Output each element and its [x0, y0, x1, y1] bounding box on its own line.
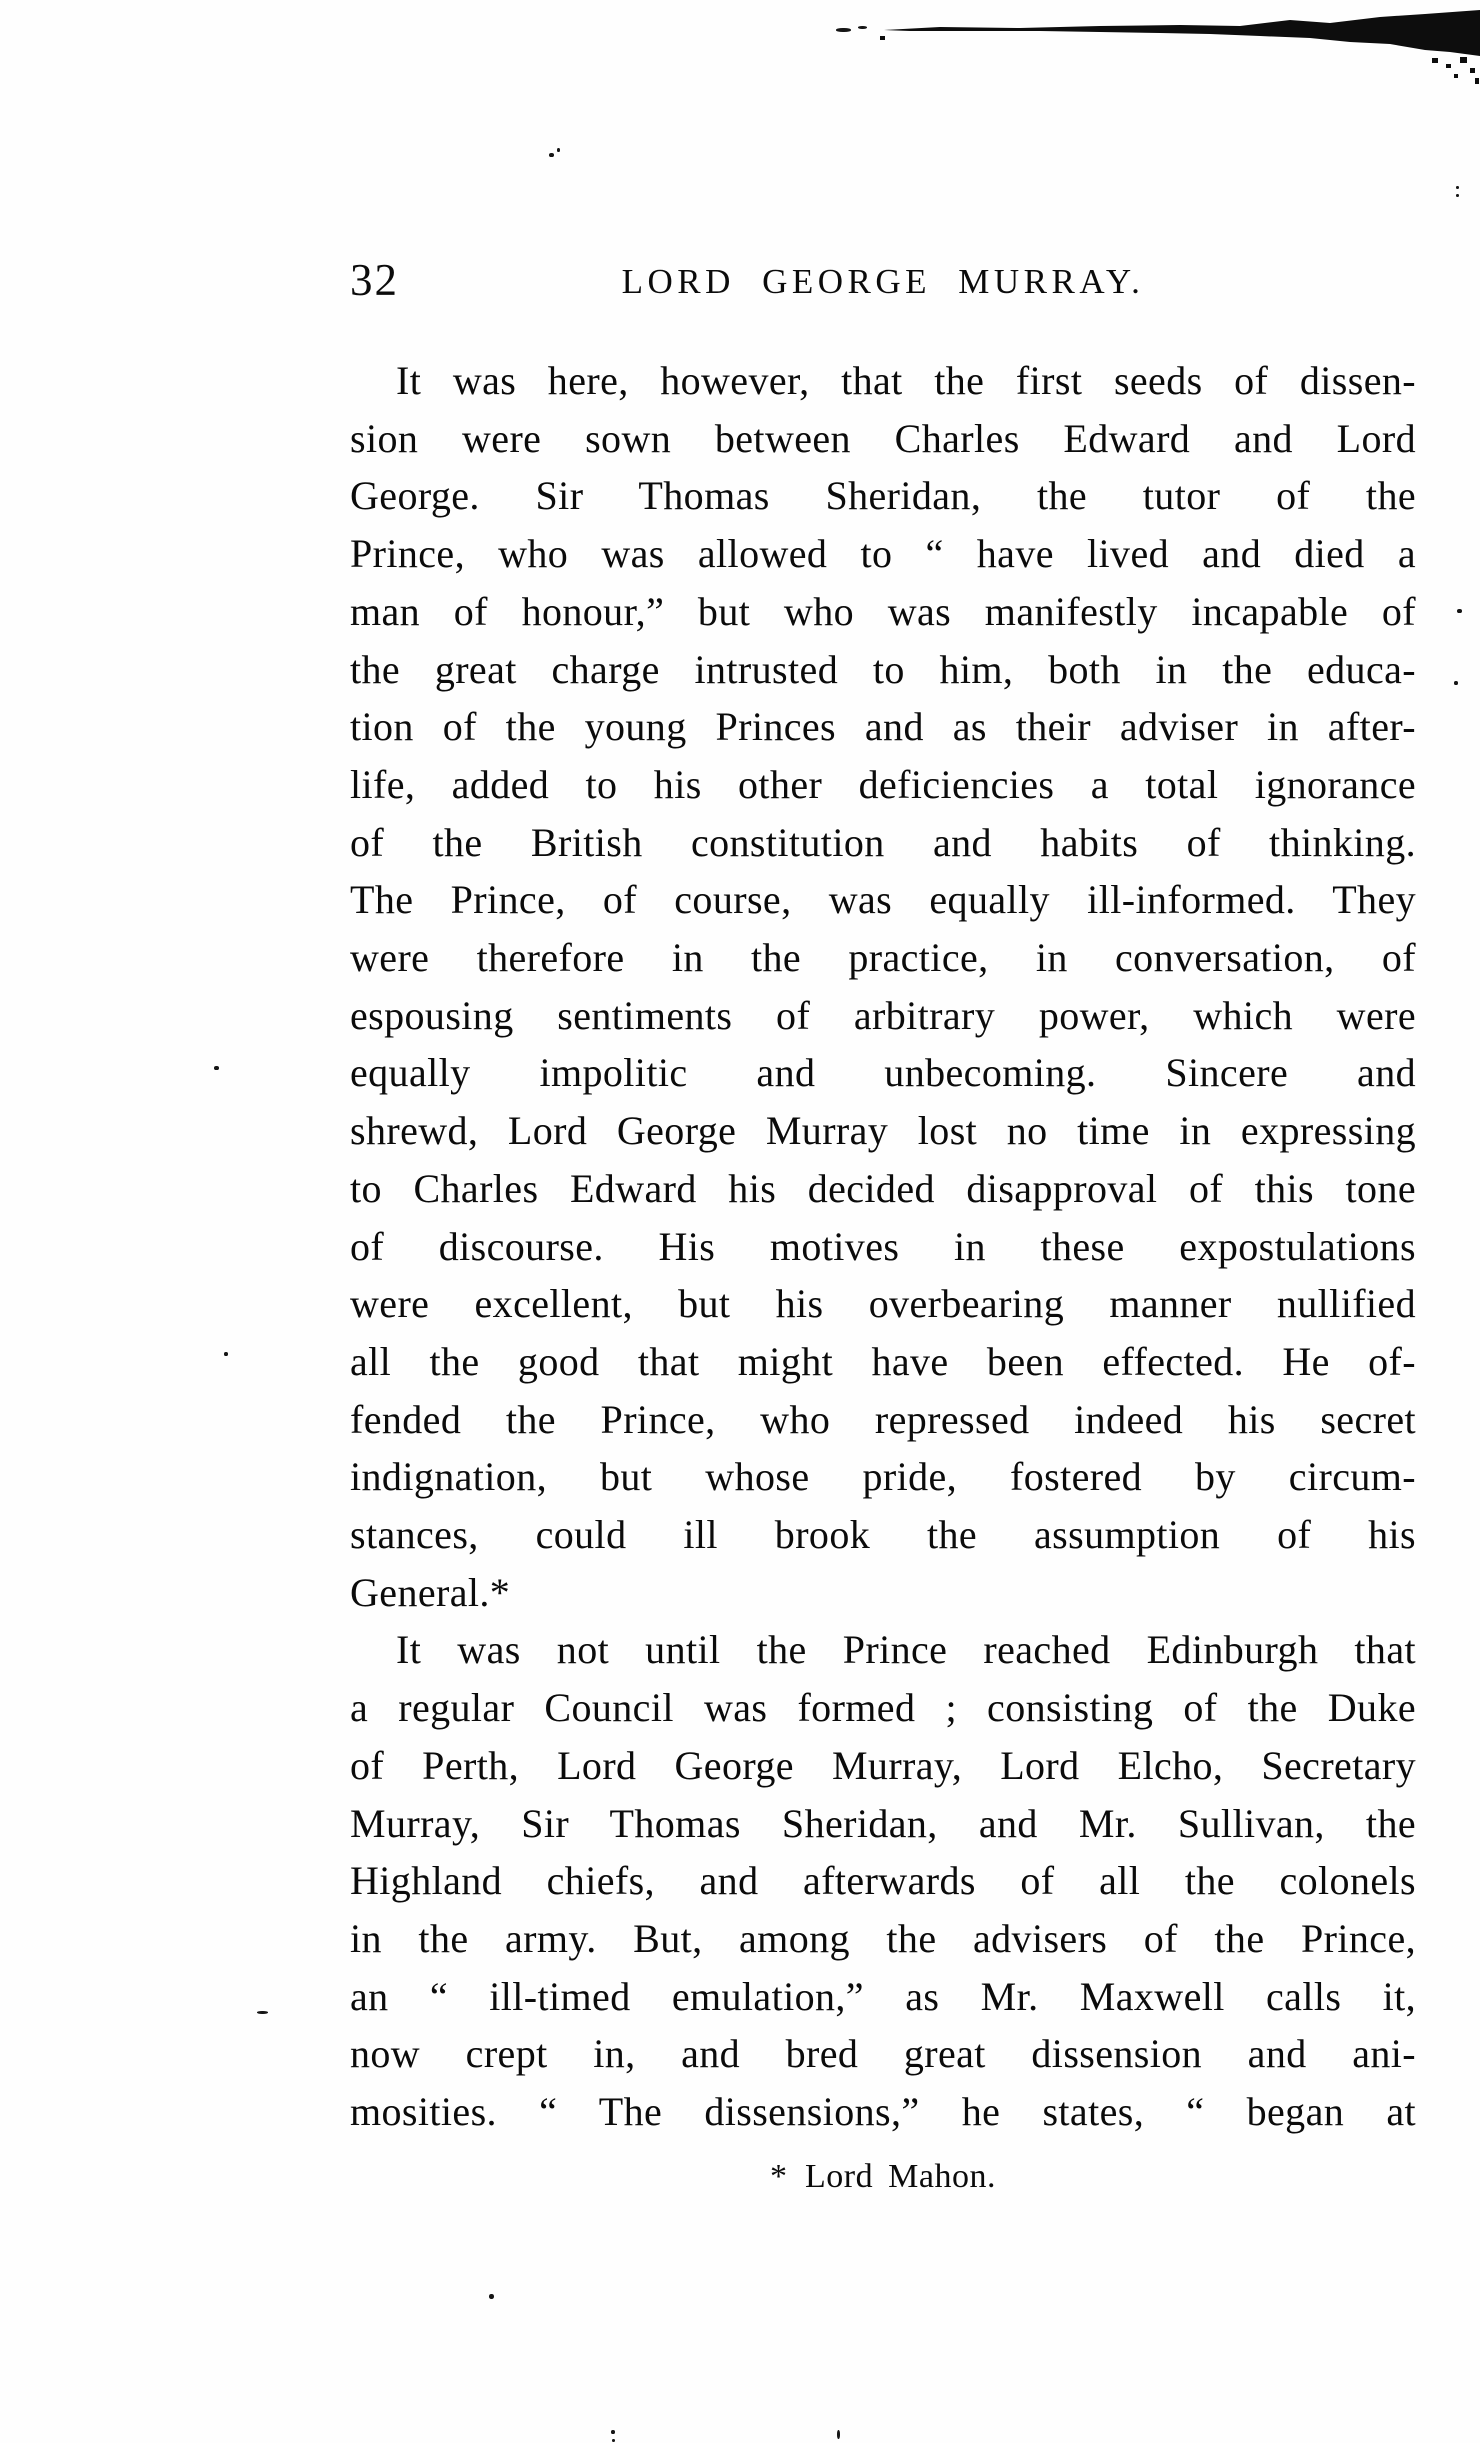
scan-speck — [612, 2439, 615, 2442]
footnote: * Lord Mahon. — [770, 2158, 996, 2195]
text-line: George. Sir Thomas Sheridan, the tutor of the — [350, 473, 1416, 519]
text-line: stances, could ill brook the assumption of his — [350, 1512, 1416, 1558]
text-line: Prince, who was allowed to “ have lived and died a — [350, 531, 1416, 577]
text-line: It was here, however, that the first seeds of dissen- — [396, 358, 1416, 403]
scan-speck — [837, 2430, 840, 2439]
text-line: Murray, Sir Thomas Sheridan, and Mr. Sullivan, the — [350, 1800, 1416, 1846]
text-line: sion were sown between Charles Edward and Lord — [350, 415, 1416, 461]
scan-speck — [611, 2430, 615, 2434]
scan-speck — [214, 1066, 219, 1070]
text-line: indignation, but whose pride, fostered by circum- — [350, 1454, 1416, 1500]
running-head: LORD GEORGE MURRAY. — [621, 262, 1145, 301]
scan-speck — [557, 148, 560, 152]
text-line: life, added to his other deficiencies a total ignorance — [350, 761, 1416, 807]
scan-smudge-artifact — [880, 0, 1480, 130]
text-line: tion of the young Princes and as their adviser in after- — [350, 704, 1416, 750]
body-text — [350, 352, 1416, 2141]
text-line: equally impolitic and unbecoming. Sincere and — [350, 1050, 1416, 1096]
paragraph — [350, 352, 1416, 1621]
text-line: the great charge intrusted to him, both in the educa- — [350, 646, 1416, 692]
scan-speck — [858, 26, 867, 29]
scan-speck — [1457, 609, 1462, 613]
scan-speck — [1454, 681, 1458, 685]
paragraph — [350, 1621, 1416, 2140]
scan-speck — [1456, 186, 1459, 189]
text-line: General.* — [350, 1569, 511, 1615]
text-line: of the British constitution and habits of thinking. — [350, 819, 1416, 865]
scan-speck — [836, 28, 851, 32]
text-line: in the army. But, among the advisers of the Prince, — [350, 1915, 1416, 1961]
scan-speck — [549, 153, 554, 157]
smudge-shape — [884, 10, 1480, 56]
page-number: 32 — [350, 255, 399, 305]
scan-speck — [489, 2294, 494, 2299]
text-line: were excellent, but his overbearing manner nullified — [350, 1281, 1416, 1327]
text-line: It was not until the Prince reached Edinburgh that — [396, 1627, 1416, 1673]
text-line: to Charles Edward his decided disapproval of this tone — [350, 1165, 1416, 1211]
text-line: of Perth, Lord George Murray, Lord Elcho, Secretary — [350, 1742, 1416, 1788]
text-line: Highland chiefs, and afterwards of all the colonels — [350, 1858, 1416, 1904]
text-line: an “ ill-timed emulation,” as Mr. Maxwell calls it, — [350, 1973, 1416, 2019]
text-line: all the good that might have been effected. He of- — [350, 1338, 1416, 1384]
text-line: fended the Prince, who repressed indeed his secret — [350, 1396, 1416, 1442]
scan-speck — [1456, 194, 1459, 197]
text-line: of discourse. His motives in these expostulations — [350, 1223, 1416, 1269]
text-line: a regular Council was formed ; consisting of the Duke — [350, 1685, 1416, 1731]
text-line: were therefore in the practice, in conversation, of — [350, 935, 1416, 981]
text-line: The Prince, of course, was equally ill-informed. They — [350, 877, 1416, 923]
text-line: mosities. “ The dissensions,” he states, “ began at — [350, 2089, 1416, 2135]
text-line: now crept in, and bred great dissension and ani- — [350, 2031, 1416, 2077]
text-line: espousing sentiments of arbitrary power, which were — [350, 992, 1416, 1038]
scan-speck — [224, 1352, 228, 1356]
text-line: shrewd, Lord George Murray lost no time in expressing — [350, 1108, 1416, 1154]
text-line: man of honour,” but who was manifestly incapable of — [350, 588, 1416, 634]
scan-speck — [257, 2011, 268, 2014]
